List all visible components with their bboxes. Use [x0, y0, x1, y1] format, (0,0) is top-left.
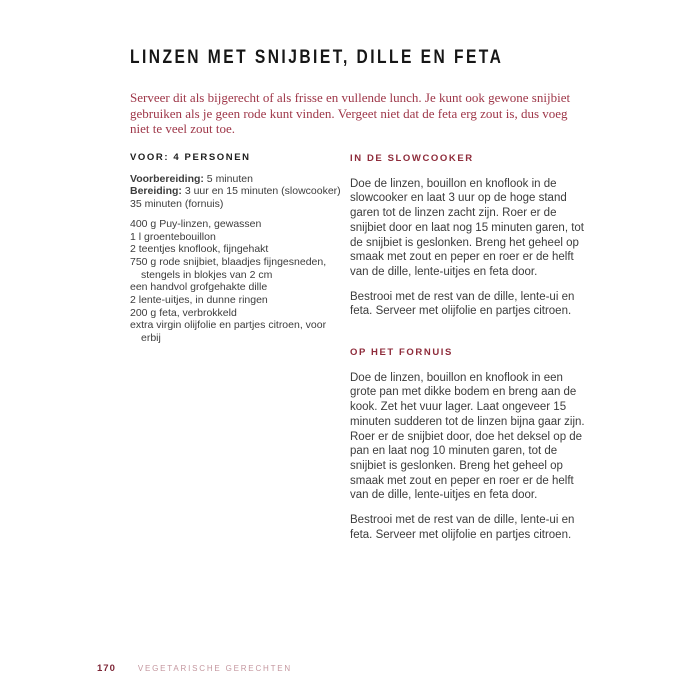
recipe-intro: Serveer dit als bijgerecht of als frisse en vullende lunch. Je kunt ook gewone snijbiet gebruiken als je geen rode kunt vinden. Vergeet niet dat de feta erg zout is, dus voeg niet te veel zout toe. — [130, 90, 571, 136]
ingredient-item: 1 l groentebouillon — [130, 230, 216, 243]
ingredient-item: extra virgin olijfolie en partjes citroen, voor erbij — [130, 319, 327, 345]
prep-label: Voorbereiding: — [130, 172, 204, 185]
method-column — [350, 152, 586, 542]
method-paragraph: Doe de linzen, bouillon en knoflook in een grote pan met dikke bodem en breng aan de kook. Zet het vuur lager. Laat ongeveer 15 minuten sudderen tot de linzen bijna gaar zijn. Roer er de snijbiet door, doe het deksel op de pan en laat nog 10 minuten garen, tot de snijbiet is geslonken. Breng het geheel op smaak met zout en peper en roer er de helft van de dille, lente-uitjes en feta door. — [350, 371, 585, 502]
method-heading-stovetop: OP HET FORNUIS — [350, 347, 453, 359]
ingredients-column — [130, 152, 342, 345]
recipe-title: LINZEN MET SNIJBIET, DILLE EN FETA — [130, 47, 504, 68]
method-section-stovetop — [350, 346, 586, 542]
page-number: 170 — [97, 663, 116, 674]
prep-time-line — [130, 173, 342, 186]
cook-time-line — [130, 185, 342, 198]
prep-value: 5 minuten — [203, 172, 253, 185]
serves-label: VOOR: 4 PERSONEN — [130, 152, 251, 163]
ingredient-item: 750 g rode snijbiet, blaadjes fijngesneden, stengels in blokjes van 2 cm — [130, 255, 327, 281]
method-paragraph: Bestrooi met de rest van de dille, lente-ui en feta. Serveer met olijfolie en partjes citroen. — [350, 514, 575, 541]
method-paragraph: Bestrooi met de rest van de dille, lente-ui en feta. Serveer met olijfolie en partjes citroen. — [350, 290, 575, 318]
ingredient-item: 2 lente-uitjes, in dunne ringen — [130, 294, 268, 307]
ingredient-item: 200 g feta, verbrokkeld — [130, 306, 237, 319]
footer-section-title: VEGETARISCHE GERECHTEN — [137, 664, 292, 673]
ingredients-list — [130, 218, 342, 345]
method-heading-slowcooker: IN DE SLOWCOOKER — [350, 153, 474, 164]
ingredient-item: 2 teentjes knoflook, fijngehakt — [130, 243, 269, 256]
ingredient-item: 400 g Puy-linzen, gewassen — [130, 217, 262, 230]
ingredient-item: een handvol grofgehakte dille — [130, 281, 268, 294]
method-paragraph: Doe de linzen, bouillon en knoflook in de slowcooker en laat 3 uur op de hoge stand garen tot de linzen zacht zijn. Roer er de snijbiet door en laat nog 15 minuten garen, tot de snijbiet is geslonken. Breng het geheel op smaak met zout en peper en roer er de helft van de dille, lente-uitjes en feta door. — [350, 177, 584, 278]
cook-time-extra-line: 35 minuten (fornuis) — [130, 198, 224, 211]
cook-value: 3 uur en 15 minuten (slowcooker) — [181, 185, 341, 198]
prep-time-block — [130, 173, 342, 211]
page-footer — [97, 663, 292, 674]
cook-label: Bereiding: — [130, 185, 182, 198]
method-section-slowcooker — [350, 152, 586, 319]
